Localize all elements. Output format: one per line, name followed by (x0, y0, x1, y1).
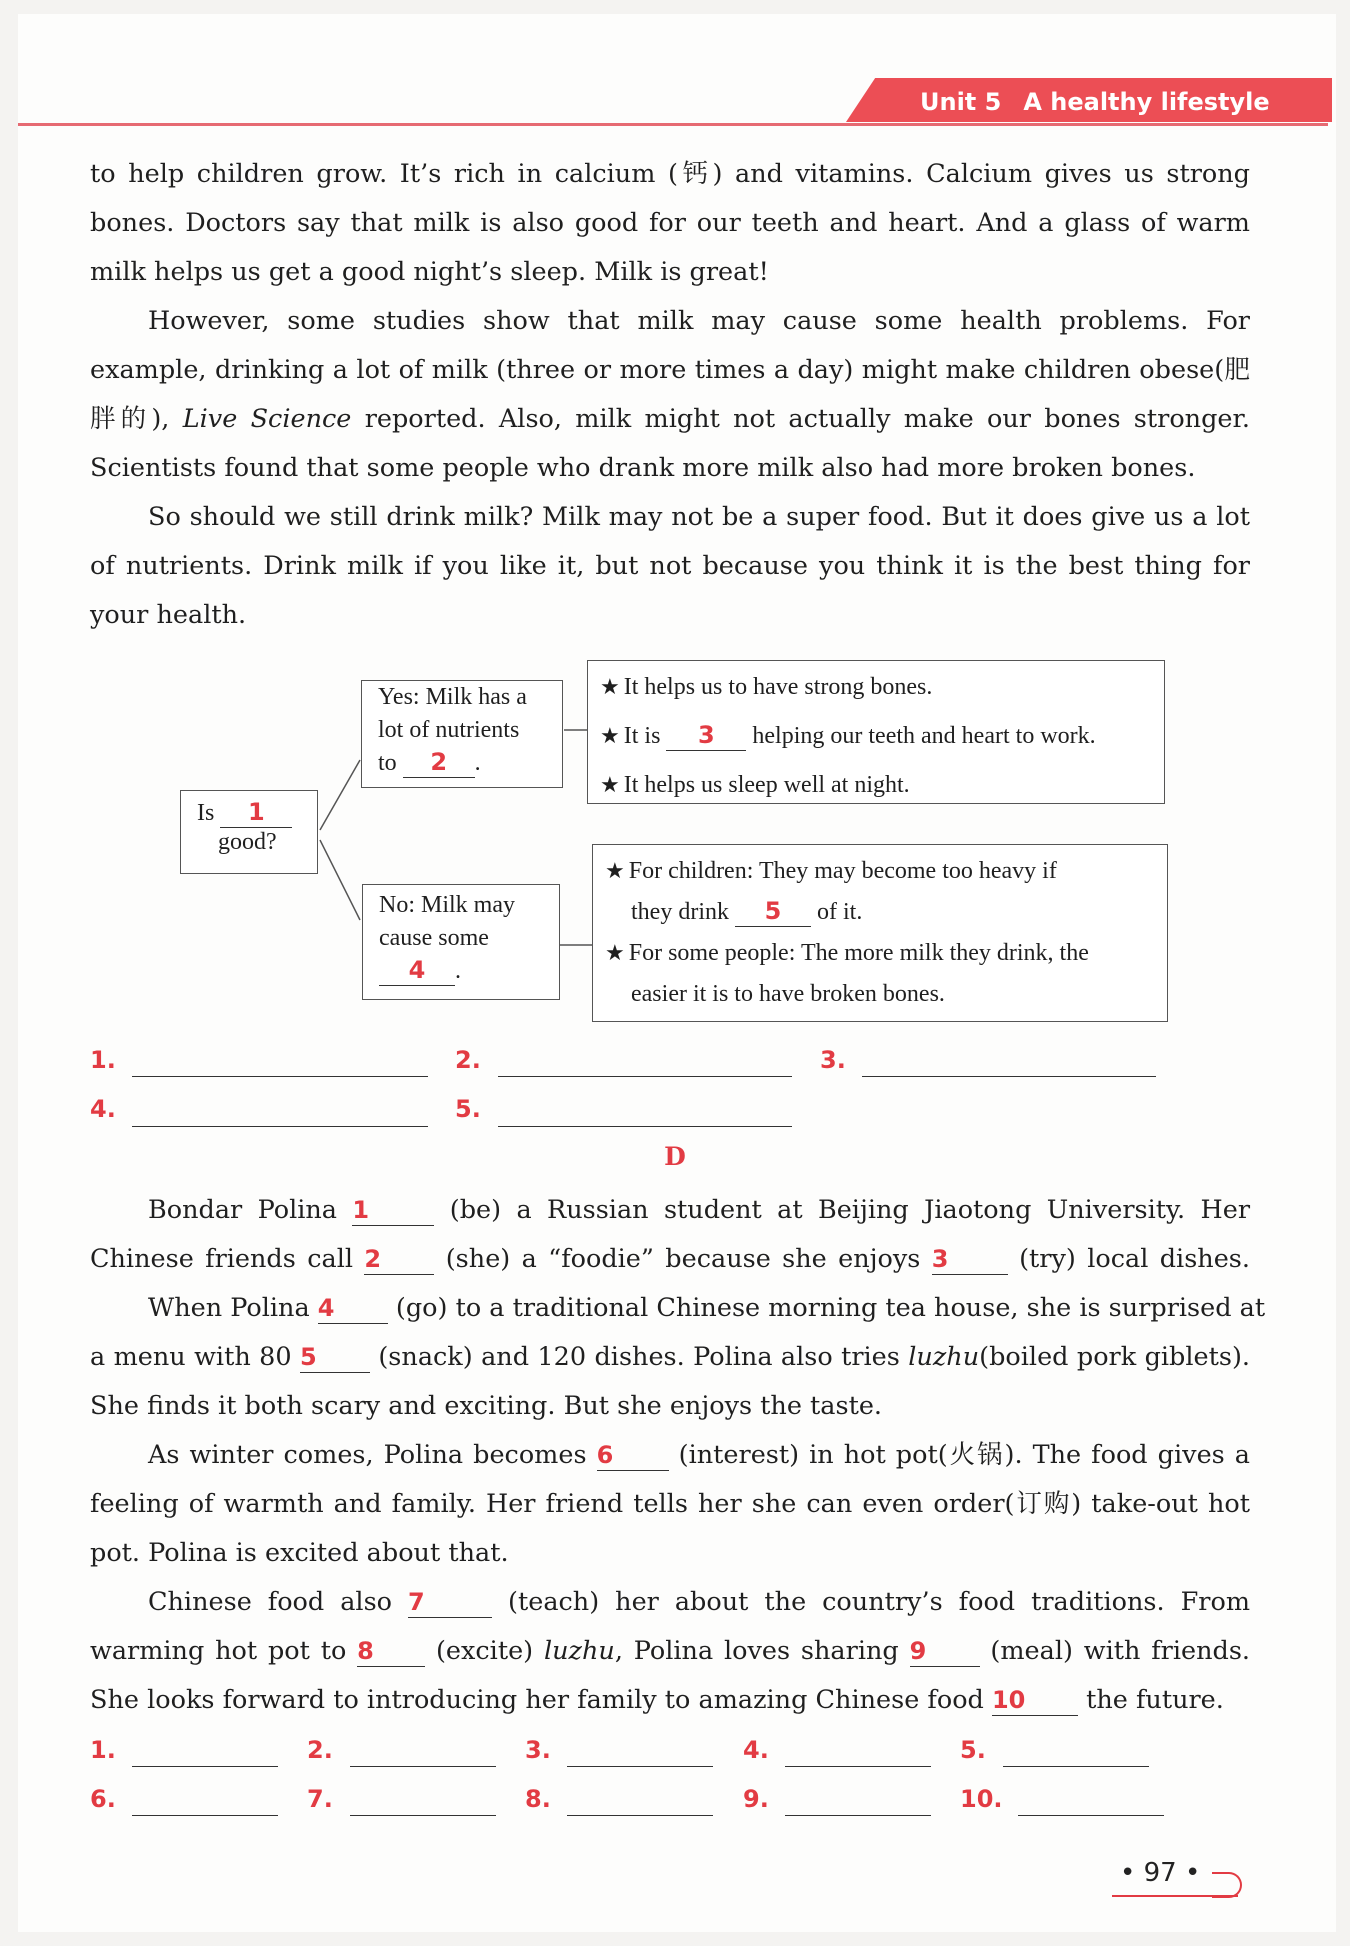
answer-input[interactable] (1018, 1815, 1164, 1816)
passage-line: She finds it both scary and exciting. But she enjoys the taste. (90, 1391, 883, 1421)
text: a menu with 80 (90, 1342, 292, 1372)
passage-line: bones. Doctors say that milk is also good for our teeth and heart. And a glass of warm (90, 208, 1250, 238)
passage-line (148, 1288, 1266, 1328)
answer-number: 7. (307, 1785, 333, 1813)
section-title: D (664, 1142, 686, 1171)
diagram-yes-points-box (587, 660, 1165, 804)
text: the future. (1086, 1685, 1224, 1715)
blank-d1: 1 (352, 1195, 434, 1226)
answer-number: 5. (960, 1736, 986, 1764)
blank-d5: 5 (300, 1342, 370, 1373)
diagram-no-box (362, 884, 560, 1000)
blank-d4: 4 (318, 1293, 388, 1324)
answer-number: 3. (525, 1736, 551, 1764)
answer-number: 2. (455, 1046, 481, 1074)
answer-input[interactable] (132, 1126, 428, 1127)
passage-line (148, 1435, 1250, 1475)
food-term: luzhu (543, 1636, 615, 1666)
yes-text: Yes: Milk has a (378, 684, 527, 710)
star-icon: ★ (605, 941, 625, 966)
passage-line (90, 1337, 1250, 1377)
text: , Polina loves sharing (614, 1636, 899, 1666)
passage-line: feeling of warmth and family. Her friend tells her she can even order(订购) take-out hot (90, 1489, 1250, 1519)
answer-number: 6. (90, 1785, 116, 1813)
no-text: No: Milk may (379, 892, 515, 918)
blank-3: 3 (666, 720, 746, 751)
passage-line (90, 1680, 1250, 1720)
no-text: . (455, 958, 461, 984)
answer-input[interactable] (498, 1126, 792, 1127)
blank-d9: 9 (910, 1636, 980, 1667)
blank-d6: 6 (597, 1440, 669, 1471)
blank-5: 5 (735, 896, 811, 927)
passage-line: of nutrients. Drink milk if you like it, but not because you think it is the best thing for (90, 551, 1250, 581)
answer-input[interactable] (350, 1815, 496, 1816)
blank-d2: 2 (364, 1244, 434, 1275)
food-term: luzhu (908, 1342, 980, 1372)
yes-text: lot of nutrients (378, 717, 520, 743)
passage-line: example, drinking a lot of milk (three or more times a day) might make children obese(肥 (90, 355, 1250, 385)
star-icon: ★ (605, 859, 625, 884)
answer-input[interactable] (132, 1076, 428, 1077)
blank-d8: 8 (357, 1636, 425, 1667)
no-text: cause some (379, 925, 489, 951)
answer-input[interactable] (350, 1766, 496, 1767)
answer-number: 4. (90, 1095, 116, 1123)
blank-d7: 7 (408, 1587, 492, 1618)
answer-number: 9. (743, 1785, 769, 1813)
passage-line: your health. (90, 600, 247, 630)
blank-d10: 10 (992, 1685, 1078, 1716)
answer-number: 1. (90, 1736, 116, 1764)
star-icon: ★ (600, 724, 620, 749)
unit-number: Unit 5 (920, 88, 1002, 116)
answer-input[interactable] (1003, 1766, 1149, 1767)
passage-line: to help children grow. It’s rich in calcium (钙) and vitamins. Calcium gives us strong (90, 159, 1250, 189)
point-text: It helps us sleep well at night. (623, 772, 910, 798)
answer-number: 10. (960, 1785, 1003, 1813)
diagram-root-box (180, 790, 318, 874)
answer-input[interactable] (862, 1076, 1156, 1077)
text: (meal) with friends. (990, 1636, 1251, 1666)
page-curl-icon (1212, 1872, 1242, 1898)
answer-number: 5. (455, 1095, 481, 1123)
text: Chinese food also (148, 1587, 393, 1617)
passage-line (90, 399, 1250, 439)
text: (be) a Russian student at Beijing Jiaotong University. Her (449, 1195, 1251, 1225)
star-icon: ★ (600, 675, 620, 700)
passage-line (90, 1239, 1250, 1279)
header-rule (18, 123, 1328, 126)
answer-input[interactable] (498, 1076, 792, 1077)
root-text: Is (197, 800, 215, 826)
text: She looks forward to introducing her family to amazing Chinese food (90, 1685, 984, 1715)
unit-title: A healthy lifestyle (1023, 88, 1270, 116)
text: (excite) (435, 1636, 534, 1666)
text: (boiled pork giblets). (979, 1342, 1251, 1372)
page-number: • 97 • (1120, 1858, 1201, 1888)
root-text: good? (218, 829, 277, 855)
passage-line: So should we still drink milk? Milk may not be a super food. But it does give us a lot (148, 502, 1250, 532)
text: (teach) her about the country’s food traditions. From (508, 1587, 1250, 1617)
answer-input[interactable] (567, 1766, 713, 1767)
point-text: easier it is to have broken bones. (631, 981, 945, 1007)
text: When Polina (148, 1293, 310, 1323)
point-text: It is (623, 723, 661, 749)
passage-line (148, 1582, 1250, 1622)
point-text: they drink (631, 899, 729, 925)
star-icon: ★ (600, 773, 620, 798)
answer-input[interactable] (132, 1766, 278, 1767)
text: 胖的), (90, 404, 170, 434)
answer-input[interactable] (785, 1766, 931, 1767)
point-text: of it. (816, 899, 863, 925)
text: (go) to a traditional Chinese morning tea house, she is surprised at (395, 1293, 1266, 1323)
diagram-yes-box (361, 680, 563, 788)
text: Bondar Polina (148, 1195, 338, 1225)
passage-line: pot. Polina is excited about that. (90, 1538, 509, 1568)
source-name: Live Science (182, 404, 352, 434)
passage-line: However, some studies show that milk may cause some health problems. For (148, 306, 1250, 336)
text: As winter comes, Polina becomes (148, 1440, 587, 1470)
text: (snack) and 120 dishes. Polina also tries (378, 1342, 900, 1372)
point-text: For some people: The more milk they drink, the (628, 940, 1089, 966)
blank-4: 4 (379, 955, 455, 986)
yes-text: to (378, 750, 397, 776)
answer-input[interactable] (132, 1815, 278, 1816)
point-text: For children: They may become too heavy if (628, 858, 1057, 884)
blank-1: 1 (220, 797, 292, 828)
passage-line: Scientists found that some people who drank more milk also had more broken bones. (90, 453, 1196, 483)
point-text: helping our teeth and heart to work. (752, 723, 1096, 749)
answer-number: 3. (820, 1046, 846, 1074)
answer-number: 4. (743, 1736, 769, 1764)
unit-header (920, 82, 1270, 122)
point-text: It helps us to have strong bones. (623, 674, 933, 700)
answer-number: 8. (525, 1785, 551, 1813)
blank-2: 2 (403, 747, 475, 778)
yes-text: . (474, 750, 481, 776)
passage-line (90, 1631, 1250, 1671)
blank-d3: 3 (932, 1244, 1008, 1275)
answer-input[interactable] (567, 1815, 713, 1816)
text: Chinese friends call (90, 1244, 354, 1274)
text: reported. Also, milk might not actually make our bones stronger. (364, 404, 1251, 434)
answer-input[interactable] (785, 1815, 931, 1816)
text: (try) local dishes. (1019, 1244, 1250, 1274)
text: warming hot pot to (90, 1636, 347, 1666)
answer-number: 1. (90, 1046, 116, 1074)
text: (interest) in hot pot(火锅). The food gives a (678, 1440, 1250, 1470)
answer-number: 2. (307, 1736, 333, 1764)
text: (she) a “foodie” because she enjoys (445, 1244, 921, 1274)
passage-line (148, 1190, 1250, 1230)
diagram-no-points-box (592, 844, 1168, 1022)
passage-line: milk helps us get a good night’s sleep. Milk is great! (90, 257, 769, 287)
